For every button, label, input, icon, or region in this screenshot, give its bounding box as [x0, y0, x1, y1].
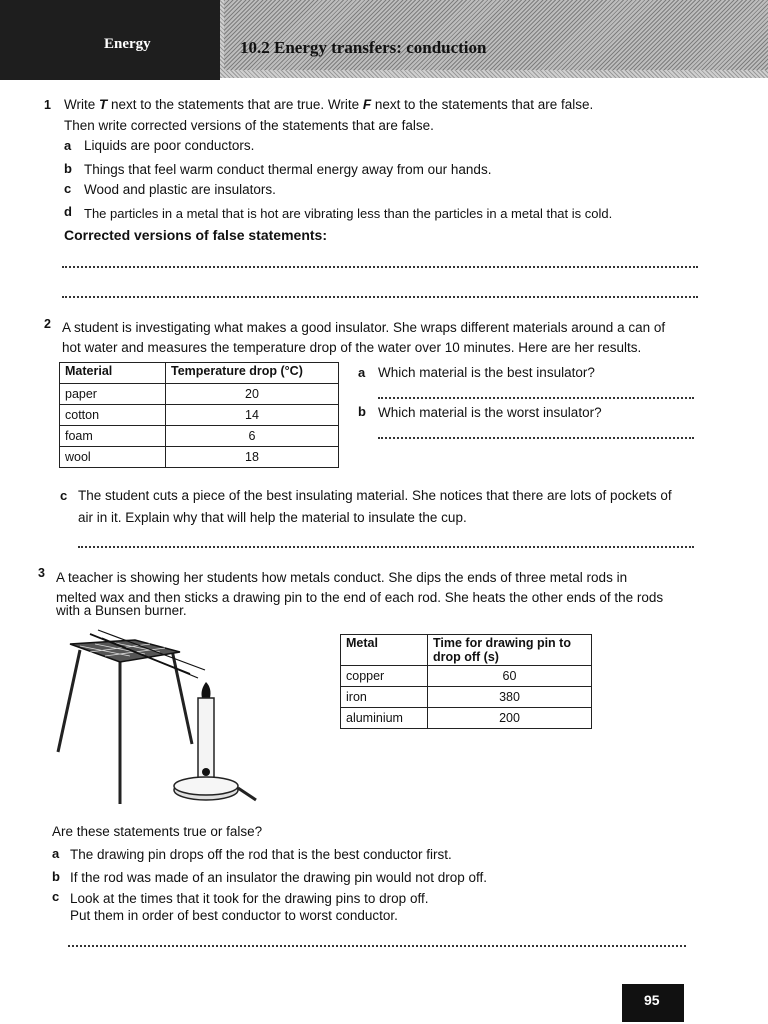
section-title: 10.2 Energy transfers: conduction — [240, 38, 487, 57]
table-row — [60, 405, 339, 426]
air-hole — [202, 768, 210, 776]
q3-item-text: The drawing pin drops off the rod that is the best conductor first. — [70, 847, 452, 862]
q1-item-text: The particles in a metal that is hot are vibrating less than the particles in a metal that is cold. — [84, 206, 613, 221]
table-cell: foam — [60, 426, 166, 447]
q3-intro3: with a Bunsen burner. — [56, 603, 187, 618]
answer-line[interactable] — [62, 296, 698, 298]
table-header: Temperature drop (°C) — [166, 363, 339, 384]
page-number-box — [622, 984, 684, 1022]
table-header: Time for drawing pin to drop off (s) — [428, 635, 592, 666]
table-cell: 14 — [166, 405, 339, 426]
table-header: Metal — [341, 635, 428, 666]
q2a-text: Which material is the best insulator? — [378, 365, 595, 380]
answer-line[interactable] — [378, 397, 694, 399]
table-row — [341, 687, 592, 708]
q3-item-label: b — [52, 869, 60, 884]
chapter-banner — [0, 0, 220, 80]
table-cell: copper — [341, 666, 428, 687]
q3c-label: c — [52, 889, 60, 904]
tripod-leg — [58, 650, 80, 752]
q1-intro-mid: next to the statements that are true. Write — [107, 97, 363, 112]
answer-line[interactable] — [68, 945, 686, 947]
table-row — [60, 384, 339, 405]
q3-intro1: A teacher is showing her students how metals conduct. She dips the ends of three metal rods in — [56, 570, 628, 585]
q2c-text2: air in it. Explain why that will help the material to insulate the cup. — [78, 510, 467, 525]
table-cell: aluminium — [341, 708, 428, 729]
q1-item-text: Wood and plastic are insulators. — [84, 182, 276, 197]
burner-base-top — [174, 777, 238, 795]
table-cell: 60 — [428, 666, 592, 687]
q1-item-label: d — [64, 204, 72, 219]
q2c-label: c — [60, 488, 68, 503]
q3-intro2: melted wax and then sticks a drawing pin to the end of each rod. She heats the other ends of the rods — [56, 590, 664, 605]
table-cell: 380 — [428, 687, 592, 708]
table-row — [341, 666, 592, 687]
table-row — [60, 447, 339, 468]
q3-item-label: a — [52, 846, 60, 861]
q2b-label: b — [358, 404, 366, 419]
table-cell: iron — [341, 687, 428, 708]
table-cell: wool — [60, 447, 166, 468]
q1-intro-post: next to the statements that are false. — [371, 97, 594, 112]
insulator-results-table — [59, 362, 339, 468]
table-cell: paper — [60, 384, 166, 405]
q1-item-label: c — [64, 181, 72, 196]
flame-icon — [202, 682, 211, 698]
q3-item-text: If the rod was made of an insulator the drawing pin would not drop off. — [70, 870, 488, 885]
q1-intro2: Then write corrected versions of the statements that are false. — [64, 118, 434, 133]
tripod-bunsen-illustration — [40, 622, 280, 812]
q2-intro1: A student is investigating what makes a good insulator. She wraps different materials around a can of — [62, 320, 666, 335]
q2c-text1: The student cuts a piece of the best insulating material. She notices that there are lots of pockets of — [78, 488, 672, 503]
table-header-row — [341, 635, 592, 666]
q1-item-label: a — [64, 138, 72, 153]
q1-item-text: Liquids are poor conductors. — [84, 138, 255, 153]
table-cell: 18 — [166, 447, 339, 468]
q1-item-label: b — [64, 161, 72, 176]
conduction-results-table — [340, 634, 592, 729]
section-banner — [224, 0, 768, 70]
q2-intro2: hot water and measures the temperature drop of the water over 10 minutes. Here are her results. — [62, 340, 642, 355]
q1-intro-pre: Write — [64, 97, 100, 112]
table-cell: cotton — [60, 405, 166, 426]
q1-f-letter: F — [362, 97, 372, 112]
q1-intro — [64, 97, 593, 113]
chapter-title: Energy — [104, 36, 151, 52]
q1-number: 1 — [44, 98, 51, 112]
q2b-text: Which material is the worst insulator? — [378, 405, 602, 420]
table-row — [60, 426, 339, 447]
q2-number: 2 — [44, 317, 51, 331]
q3c-text2: Put them in order of best conductor to worst conductor. — [70, 908, 398, 923]
q1-item-text: Things that feel warm conduct thermal energy away from our hands. — [84, 162, 492, 177]
q3c-text1: Look at the times that it took for the drawing pins to drop off. — [70, 891, 429, 906]
q1-t-letter: T — [99, 97, 108, 112]
answer-line[interactable] — [62, 266, 698, 268]
table-cell: 200 — [428, 708, 592, 729]
q3-number: 3 — [38, 566, 45, 580]
q2a-label: a — [358, 365, 366, 380]
table-cell: 6 — [166, 426, 339, 447]
answer-line[interactable] — [378, 437, 694, 439]
table-cell: 20 — [166, 384, 339, 405]
table-row — [341, 708, 592, 729]
q3-prompt: Are these statements true or false? — [52, 824, 263, 839]
gas-tube — [238, 788, 256, 800]
answer-line[interactable] — [78, 546, 694, 548]
q1-corrected-heading: Corrected versions of false statements: — [64, 227, 327, 243]
page-number: 95 — [644, 992, 660, 1008]
gauze-mesh — [70, 640, 180, 662]
table-header-row — [60, 363, 339, 384]
table-header: Material — [60, 363, 166, 384]
